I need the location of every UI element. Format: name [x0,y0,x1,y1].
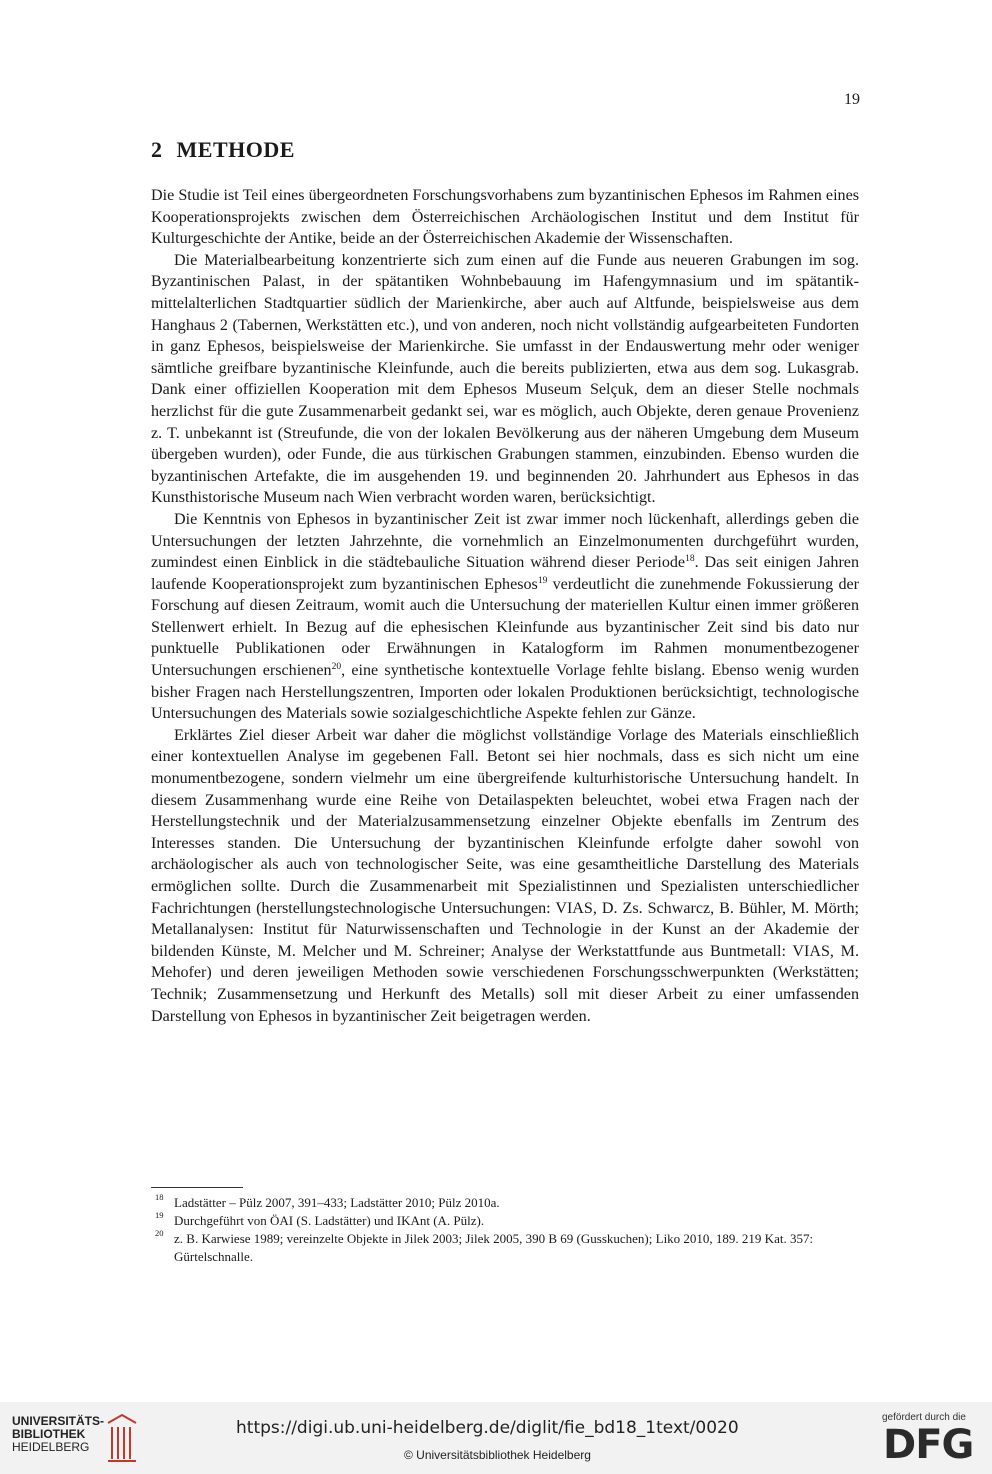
paragraph-2: Die Materialbearbeitung konzentrierte sich zum einen auf die Funde aus neueren Grabungen im sog. Byzantinischen Palast, in der spätantiken Wohnbebauung im Hafengymnasium und im spätantik-mittelalterlichen Stadtquartier südlich der Marienkirche, aber auch auf Altfunde, beispielsweise aus dem Hanghaus 2 (Tabernen, Werkstätten etc.), und von anderen, noch nicht vollständig aufgearbeiteten Fundorten in ganz Ephesos, beispielsweise der Marienkirche. Sie umfasst in der Endauswertung mehr oder weniger sämtliche greifbare byzantinische Kleinfunde, auch die bereits publizierten, etwa aus dem sog. Lukasgrab. Dank einer offiziellen Kooperation mit dem Ephesos Museum Selçuk, dem an dieser Stelle nochmals herzlichst für die gute Zusammenarbeit gedankt sei, war es möglich, auch Objekte, deren genaue Provenienz z. T. unbekannt ist (Streufunde, die von der lokalen Bevölkerung aus der näheren Umgebung dem Museum übergeben wurden), oder Funde, die aus türkischen Grabungen stammen, einzubinden. Ebenso wurden die byzantinischen Artefakte, die im ausgehenden 19. und beginnenden 20. Jahrhundert aus Ephesos in das Kunsthistorische Museum nach Wien verbracht worden waren, berücksichtigt. [151,251,859,507]
library-mark-icon [102,1409,142,1465]
footer-copyright: © Universitätsbibliothek Heidelberg [404,1448,591,1462]
footnote-text: Ladstätter – Pülz 2007, 391–433; Ladstätter 2010; Pülz 2010a. [174,1195,500,1210]
footnote-number: 18 [155,1192,164,1202]
library-line-2: BIBLIOTHEK [12,1427,86,1441]
paragraph-3-part-2: . Das seit einigen Jahren laufende Kooperationsprojekt zum byzantinischen Ephesos [151,554,859,593]
chapter-number: 2 [151,137,163,162]
footer-bar [0,1402,992,1474]
footer-url-link[interactable]: https://digi.ub.uni-heidelberg.de/diglit/fie_bd18_1text/0020 [236,1418,739,1438]
footnote-19 [151,1212,859,1230]
footnote-ref-18[interactable]: 18 [685,554,695,565]
library-line-1: UNIVERSITÄTS- [12,1414,105,1428]
footnote-18 [151,1194,859,1212]
paragraph-1: Die Studie ist Teil eines übergeordneten Forschungsvorhabens zum byzantinischen Ephesos im Rahmen eines Kooperationsprojekts zwischen dem Österreichischen Archäologischen Institut und dem Institut für Kulturgeschichte der Antike, beide an der Österreichischen Akademie der Wissenschaften. [151,187,859,248]
library-line-3: HEIDELBERG [12,1440,90,1454]
paragraph-3 [151,509,859,725]
footnotes [151,1194,859,1266]
paragraph-3-part-1: Die Kenntnis von Ephesos in byzantinischer Zeit ist zwar immer noch lückenhaft, allerdings geben die Untersuchungen der letzten Jahrzehnte, die vornehmlich an Einzelmonumenten durchgeführt wurden, zumindest einen Einblick in die städtebauliche Situation während dieser Periode [151,510,859,572]
footnote-number: 20 [155,1228,164,1238]
chapter-title [151,137,295,163]
body-text [151,185,859,1027]
footnote-ref-19[interactable]: 19 [537,575,548,586]
footnote-text: z. B. Karwiese 1989; vereinzelte Objekte in Jilek 2003; Jilek 2005, 390 B 69 (Gusskuchen); Liko 2010, 189. 219 Kat. 357: Gürtelschnalle. [174,1231,814,1264]
footnote-separator [151,1187,243,1188]
chapter-title-text: METHODE [176,137,295,162]
library-name [12,1415,104,1454]
paragraph-4: Erklärtes Ziel dieser Arbeit war daher die möglichst vollständige Vorlage des Materials einschließlich einer kontextuellen Analyse im gegebenen Fall. Betont sei hier nochmals, dass es sich nicht um eine monumentbezogene, sondern vielmehr um eine übergreifende kulturhistorische Untersuchung handelt. In diesem Zusammenhang wurde eine Reihe von Detailaspekten beleuchtet, wobei etwa Fragen nach der Herstellungstechnik und der Materialzusammensetzung einzelner Objekte ebenfalls im Zentrum des Interesses standen. Die Untersuchung der byzantinischen Kleinfunde erfolgte daher sowohl von archäologischer als auch von technologischer Seite, was eine gesamtheitliche Darstellung des Materials ermöglichen sollte. Durch die Zusammenarbeit mit Spezialistinnen und Spezialisten unterschiedlicher Fachrichtungen (herstellungstechnologische Untersuchungen: VIAS, D. Zs. Schwarcz, B. Bühler, M. Mörth; Metallanalysen: Institut für Naturwissenschaften und Technologie in der Kunst an der Akademie der bildenden Künste, M. Melcher und M. Schreiner; Analyse der Werkstattfunde aus Buntmetall: VIAS, M. Mehofer) und deren jeweiligen Methoden sowie verschiedenen Forschungsschwerpunkten (Werkstätten; Technik; Zusammensetzung und Herkunft des Metalls) soll mit dieser Arbeit zu einer umfassenden Darstellung von Ephesos in byzantinischer Zeit beigetragen werden. [151,726,859,1025]
dfg-caption: gefördert durch die [882,1412,966,1423]
footnote-text: Durchgeführt von ÖAI (S. Ladstätter) und IKAnt (A. Pülz). [174,1213,485,1228]
footnote-20 [151,1230,859,1266]
paragraph-3-part-3: verdeutlicht die zunehmende Fokussierung der Forschung auf diesen Zeitraum, womit auch die Untersuchung der materiellen Kultur einen immer größeren Stellenwert erhielt. In Bezug auf die ephesischen Kleinfunde aus byzantinischer Zeit sind bis dato nur punktuelle Publikationen oder Erwähnungen in Katalogform im Rahmen monumentbezogener Untersuchungen erschienen [151,575,860,680]
page-number: 19 [844,91,860,108]
footnote-number: 19 [155,1210,164,1220]
university-library-logo[interactable] [12,1409,142,1465]
paragraph-3-part-4: , eine synthetische kontextuelle Vorlage fehlte bislang. Ebenso wenig wurden bisher Fragen nach Herstellungszentren, Importen oder lokalen Produktionen berücksichtigt, technologische Untersuchungen des Materials sowie sozialgeschichtliche Aspekte fehlen zur Gänze. [151,662,859,723]
dfg-logo[interactable]: DFG [883,1422,974,1468]
footnote-ref-20[interactable]: 20 [331,662,342,673]
